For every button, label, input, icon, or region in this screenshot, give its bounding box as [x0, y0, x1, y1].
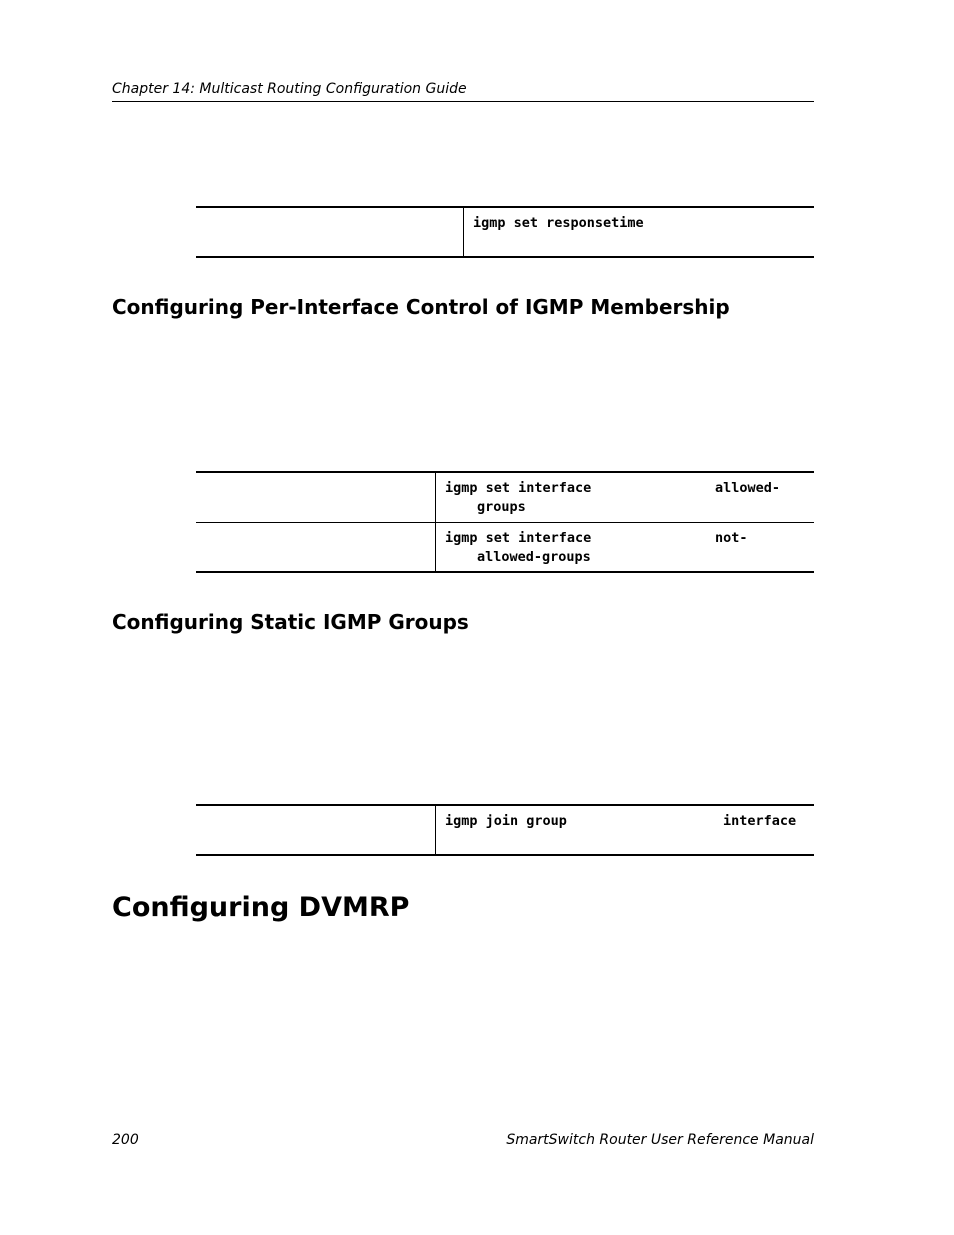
command-argument: allowed- [715, 480, 781, 496]
task-description-cell [196, 806, 436, 854]
command-text: igmp join group [445, 813, 567, 829]
command-text: igmp set interface [445, 530, 592, 546]
command-continuation: allowed-groups [477, 549, 591, 565]
command-table-join-group [196, 804, 814, 856]
table-row [196, 208, 814, 256]
task-description-cell [196, 473, 436, 522]
task-description-cell [196, 208, 464, 256]
command-text: igmp set responsetime [473, 215, 644, 231]
command-cell [436, 473, 814, 522]
table-row [196, 522, 814, 571]
command-argument: interface [723, 813, 797, 829]
command-table-interface-groups [196, 471, 814, 573]
section-title-per-interface: Configuring Per-Interface Control of IGMP Membership [112, 295, 730, 319]
command-cell [436, 523, 814, 571]
command-table-responsetime [196, 206, 814, 258]
page-number: 200 [112, 1132, 139, 1148]
manual-title: SmartSwitch Router User Reference Manual [506, 1132, 814, 1148]
command-continuation: groups [477, 499, 526, 515]
command-cell [436, 806, 814, 854]
chapter-title-dvmrp: Configuring DVMRP [112, 892, 410, 923]
running-header: Chapter 14: Multicast Routing Configuration Guide [112, 80, 814, 102]
command-argument: not- [715, 530, 748, 546]
table-row [196, 473, 814, 522]
task-description-cell [196, 523, 436, 571]
command-cell [464, 208, 814, 256]
command-text: igmp set interface [445, 480, 592, 496]
section-title-static-groups: Configuring Static IGMP Groups [112, 610, 469, 634]
table-row [196, 806, 814, 854]
